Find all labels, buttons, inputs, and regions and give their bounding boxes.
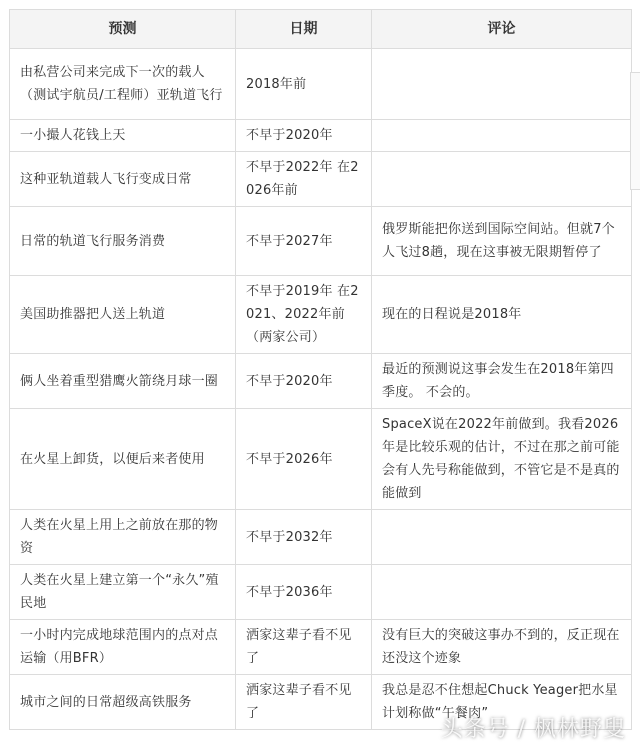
comment-cell: 没有巨大的突破这事办不到的，反正现在还没这个迹象 bbox=[372, 620, 632, 675]
date-cell: 不早于2022年 在2026年前 bbox=[236, 152, 372, 207]
table-row bbox=[10, 620, 632, 675]
date-cell: 不早于2020年 bbox=[236, 354, 372, 409]
date-cell: 不早于2032年 bbox=[236, 510, 372, 565]
header-prediction: 预测 bbox=[10, 10, 236, 49]
comment-cell bbox=[372, 510, 632, 565]
date-cell: 2018年前 bbox=[236, 49, 372, 120]
date-cell: 不早于2036年 bbox=[236, 565, 372, 620]
prediction-cell: 俩人坐着重型猎鹰火箭绕月球一圈 bbox=[10, 354, 236, 409]
watermark: 头条号 / 枫林野叟 bbox=[440, 717, 626, 742]
table-row bbox=[10, 120, 632, 152]
date-cell: 不早于2026年 bbox=[236, 409, 372, 510]
comment-cell bbox=[372, 120, 632, 152]
comment-cell bbox=[372, 152, 632, 207]
predictions-table bbox=[9, 9, 632, 730]
table-row bbox=[10, 409, 632, 510]
header-comment: 评论 bbox=[372, 10, 632, 49]
prediction-cell: 人类在火星上建立第一个“永久”殖民地 bbox=[10, 565, 236, 620]
prediction-cell: 城市之间的日常超级高铁服务 bbox=[10, 675, 236, 730]
comment-cell: 现在的日程说是2018年 bbox=[372, 276, 632, 354]
date-cell: 洒家这辈子看不见了 bbox=[236, 675, 372, 730]
comment-cell: 俄罗斯能把你送到国际空间站。但就7个人飞过8趟，现在这事被无限期暂停了 bbox=[372, 207, 632, 276]
scrollbar-edge[interactable] bbox=[630, 72, 640, 190]
date-cell: 洒家这辈子看不见了 bbox=[236, 620, 372, 675]
prediction-cell: 一小撮人花钱上天 bbox=[10, 120, 236, 152]
table-row bbox=[10, 207, 632, 276]
table-row bbox=[10, 276, 632, 354]
header-date: 日期 bbox=[236, 10, 372, 49]
comment-cell: 我总是忍不住想起Chuck Yeager把水星计划称做“午餐肉” bbox=[372, 675, 632, 730]
comment-cell bbox=[372, 49, 632, 120]
date-cell: 不早于2020年 bbox=[236, 120, 372, 152]
prediction-cell: 人类在火星上用上之前放在那的物资 bbox=[10, 510, 236, 565]
comment-cell: 最近的预测说这事会发生在2018年第四季度。 不会的。 bbox=[372, 354, 632, 409]
table-row bbox=[10, 152, 632, 207]
prediction-cell: 由私营公司来完成下一次的载人（测试宇航员/工程师）亚轨道飞行 bbox=[10, 49, 236, 120]
prediction-cell: 日常的轨道飞行服务消费 bbox=[10, 207, 236, 276]
date-cell: 不早于2027年 bbox=[236, 207, 372, 276]
prediction-cell: 在火星上卸货，以便后来者使用 bbox=[10, 409, 236, 510]
date-cell: 不早于2019年 在2021、2022年前（两家公司） bbox=[236, 276, 372, 354]
table-row bbox=[10, 354, 632, 409]
prediction-cell: 一小时内完成地球范围内的点对点运输（用BFR） bbox=[10, 620, 236, 675]
table-row bbox=[10, 49, 632, 120]
table-row bbox=[10, 510, 632, 565]
prediction-cell: 这种亚轨道载人飞行变成日常 bbox=[10, 152, 236, 207]
table-header-row bbox=[10, 10, 632, 49]
table-row bbox=[10, 565, 632, 620]
prediction-cell: 美国助推器把人送上轨道 bbox=[10, 276, 236, 354]
comment-cell bbox=[372, 565, 632, 620]
comment-cell: SpaceX说在2022年前做到。我看2026年是比较乐观的估计，不过在那之前可能会有人先号称能做到，不管它是不是真的能做到 bbox=[372, 409, 632, 510]
